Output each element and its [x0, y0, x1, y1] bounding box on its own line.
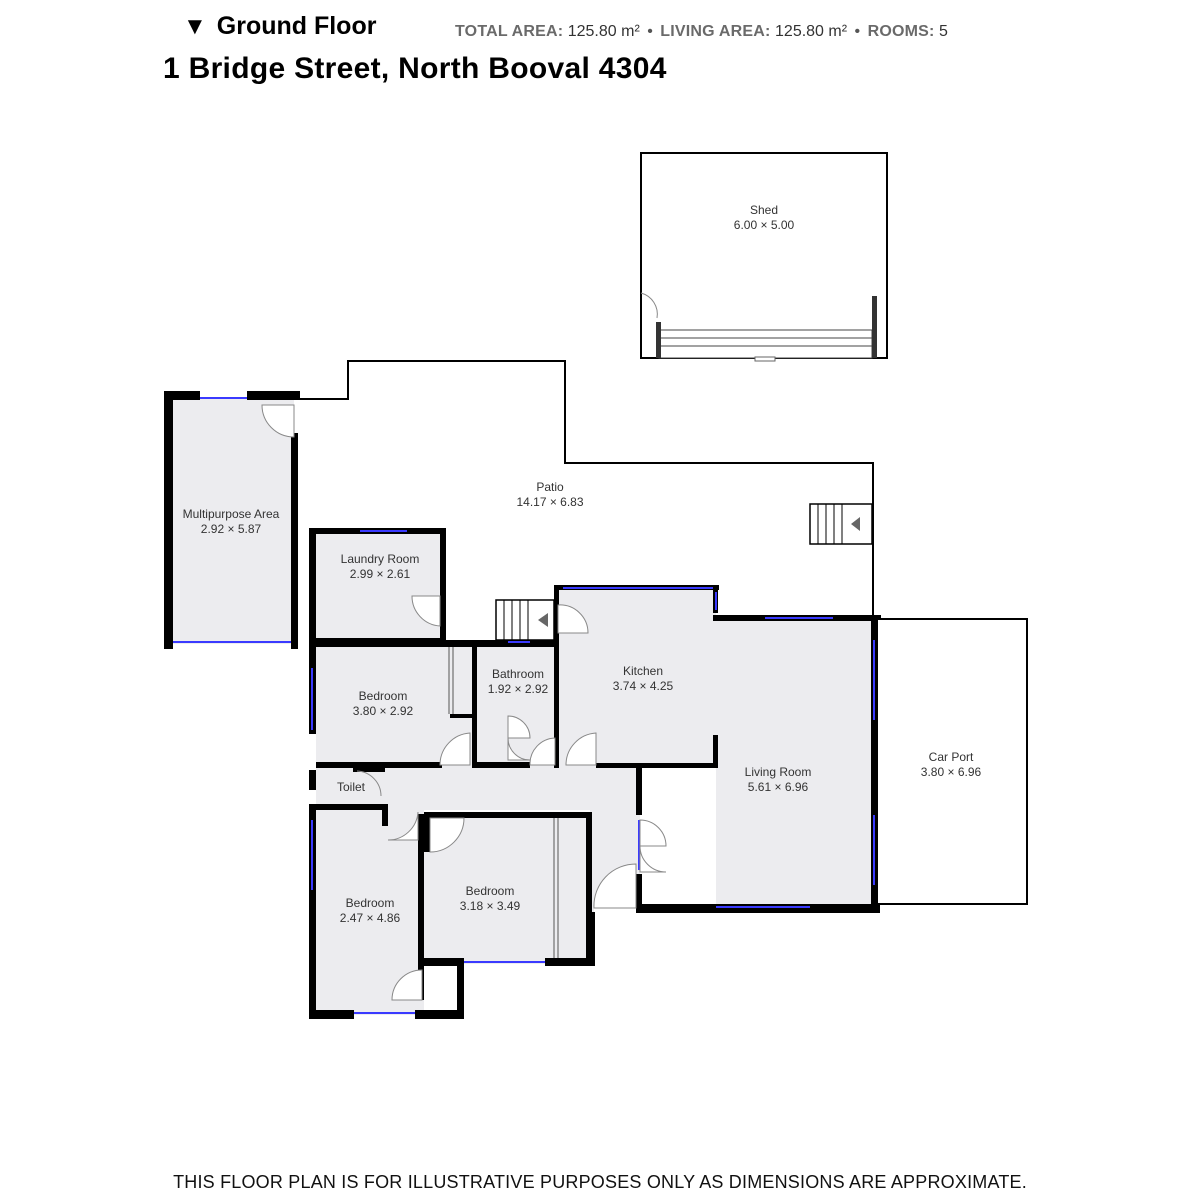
bedroom-2-dims: 2.47 × 4.86: [339, 911, 401, 925]
carport-dims: 3.80 × 6.96: [920, 765, 982, 779]
shed-dims: 6.00 × 5.00: [733, 218, 795, 232]
carport-name: Car Port: [928, 750, 974, 764]
multipurpose-name: Multipurpose Area: [182, 507, 280, 521]
laundry-dims: 2.99 × 2.61: [349, 567, 411, 581]
patio-name: Patio: [536, 480, 564, 494]
bedroom-3-name: Bedroom: [465, 884, 515, 898]
patio-dims: 14.17 × 6.83: [516, 495, 584, 509]
room-multipurpose: [164, 391, 300, 649]
kitchen-dims: 3.74 × 4.25: [612, 679, 674, 693]
toilet-name: Toilet: [336, 780, 366, 794]
stats-separator: •: [647, 23, 653, 40]
living-room-name: Living Room: [744, 765, 812, 779]
total-area-label: TOTAL AREA:: [455, 23, 564, 40]
living-room-dims: 5.61 × 6.96: [747, 780, 809, 794]
bedroom-2-name: Bedroom: [345, 896, 395, 910]
total-area-value: 125.80 m²: [567, 23, 640, 40]
living-area-label: LIVING AREA:: [660, 23, 771, 40]
bedroom-1-name: Bedroom: [358, 689, 408, 703]
rooms-value: 5: [939, 23, 948, 40]
patio-steps: [810, 504, 872, 544]
shed-name: Shed: [749, 203, 779, 217]
property-address: 1 Bridge Street, North Booval 4304: [163, 52, 667, 85]
triangle-down-icon[interactable]: ▼: [183, 12, 207, 40]
stats-separator: •: [854, 23, 861, 40]
bathroom-name: Bathroom: [491, 667, 545, 681]
room-carport: [877, 619, 1027, 904]
floor-name: Ground Floor: [216, 12, 377, 40]
bedroom-1-dims: 3.80 × 2.92: [352, 704, 414, 718]
room-shed: [641, 153, 887, 361]
kitchen-name: Kitchen: [622, 664, 664, 678]
interior-steps: [496, 600, 554, 640]
rooms-label: ROOMS:: [867, 23, 935, 40]
laundry-name: Laundry Room: [340, 552, 420, 566]
disclaimer: THIS FLOOR PLAN IS FOR ILLUSTRATIVE PURPOSES ONLY AS DIMENSIONS ARE APPROXIMATE.: [173, 1172, 1027, 1192]
bathroom-dims: 1.92 × 2.92: [487, 682, 549, 696]
living-area-value: 125.80 m²: [775, 23, 848, 40]
bedroom-3-dims: 3.18 × 3.49: [459, 899, 521, 913]
multipurpose-dims: 2.92 × 5.87: [200, 522, 262, 536]
